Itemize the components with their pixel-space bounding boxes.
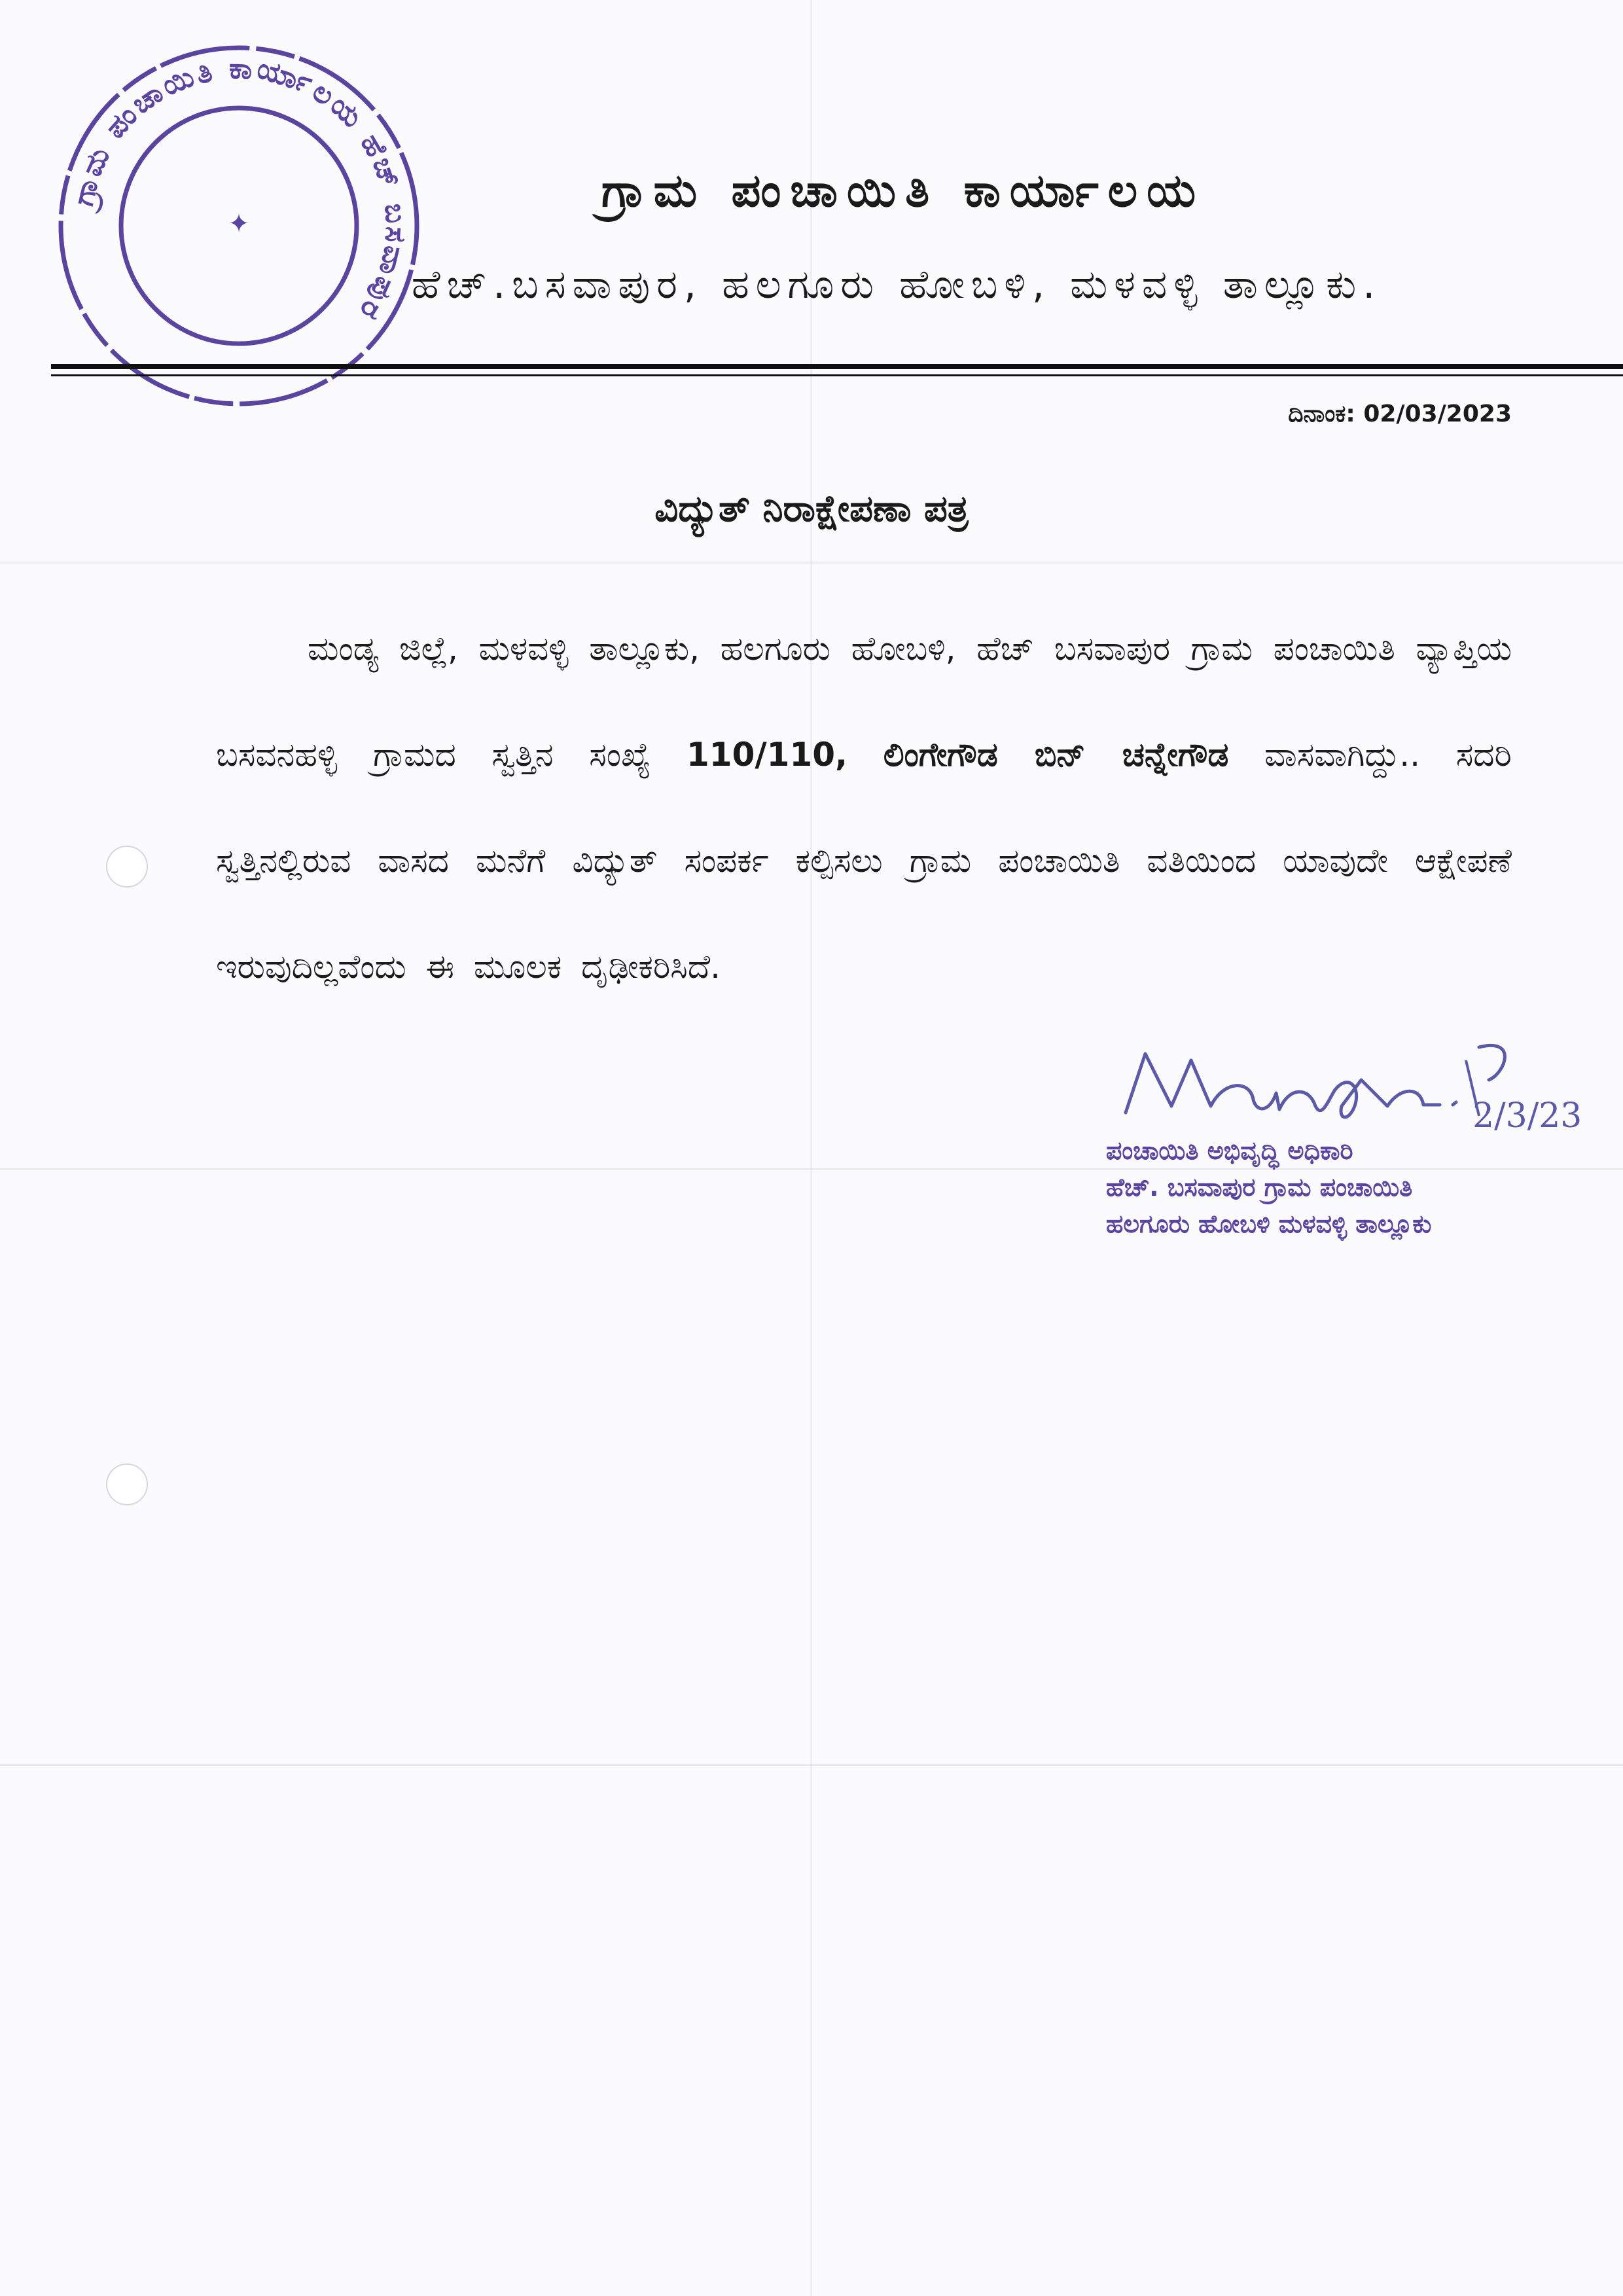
body-part-2: ವಾಸವಾಗಿದ್ದು.. ಸದರಿ ಸ್ವತ್ತಿನಲ್ಲಿರುವ ವಾಸದ ಮನೆಗೆ ವಿದ್ಯುತ್ ಸಂಪರ್ಕ ಕಲ್ಪಿಸಲು ಗ್ರಾಮ ಪಂಚಾಯಿತಿ ವತಿಯಿಂದ ಯಾವುದೇ ಆಕ್ಷೇಪಣೆ ಇರುವುದಿಲ್ಲವೆಂದು ಈ ಮೂಲಕ ದೃಢೀಕರಿಸಿದೆ. [216,736,1512,986]
punch-hole [106,1463,148,1505]
letter-subject: ವಿದ್ಯುತ್ ನಿರಾಕ್ಷೇಪಣಾ ಪತ್ರ [654,488,969,530]
property-number: 110/110, [687,736,848,774]
seal-star-icon: ✦ [228,209,250,239]
letterhead-rule-thick [51,364,1623,369]
officer-stamp [1106,1132,1564,1242]
date-value: 02/03/2023 [1363,401,1512,427]
date-label: ದಿನಾಂಕ: [1288,401,1355,427]
office-title: ಗ್ರಾಮ ಪಂಚಾಯಿತಿ ಕಾರ್ಯಾಲಯ [601,164,1205,217]
punch-hole [106,846,148,888]
stamp-line-1: ಪಂಚಾಯಿತಿ ಅಭಿವೃದ್ಧಿ ಅಧಿಕಾರಿ [1106,1136,1353,1165]
person-name: ಲಿಂಗೇಗೌಡ ಬಿನ್ ಚನ್ನೇಗೌಡ [883,736,1229,774]
office-round-seal [46,33,432,419]
letter-body [216,596,1512,1020]
seal-text: ಗ್ರಾಮ ಪಂಚಾಯಿತಿ ಕಾರ್ಯಾಲಯ ಹೆಚ್ ಬಸವಾಪುರ [66,51,413,328]
signature-date: 2/3/23 [1472,1096,1582,1136]
letterhead-rule-thin [51,374,1623,376]
stamp-line-2: ಹೆಚ್. ಬಸವಾಪುರ ಗ್ರಾಮ ಪಂಚಾಯಿತಿ [1106,1173,1413,1202]
date-line [1288,401,1512,428]
office-address: ಹೆಚ್.ಬಸವಾಪುರ, ಹಲಗೂರು ಹೋಬಳಿ, ಮಳವಳ್ಳಿ ತಾಲ್ಲೂಕು. [411,262,1382,308]
body-part-1: ಮಂಡ್ಯ ಜಿಲ್ಲೆ, ಮಳವಳ್ಳಿ ತಾಲ್ಲೂಕು, ಹಲಗೂರು ಹೋಬಳಿ, ಹೆಚ್ ಬಸವಾಪುರ ಗ್ರಾಮ ಪಂಚಾಯಿತಿ ವ್ಯಾಪ್ತಿಯ ಬಸವನಹಳ್ಳಿ ಗ್ರಾಮದ ಸ್ವತ್ತಿನ ಸಂಖ್ಯೆ [216,630,1512,774]
paper-fold-line [810,0,812,2296]
stamp-line-3: ಹಲಗೂರು ಹೋಬಳಿ ಮಳವಳ್ಳಿ ತಾಲ್ಲೂಕು [1106,1210,1432,1238]
